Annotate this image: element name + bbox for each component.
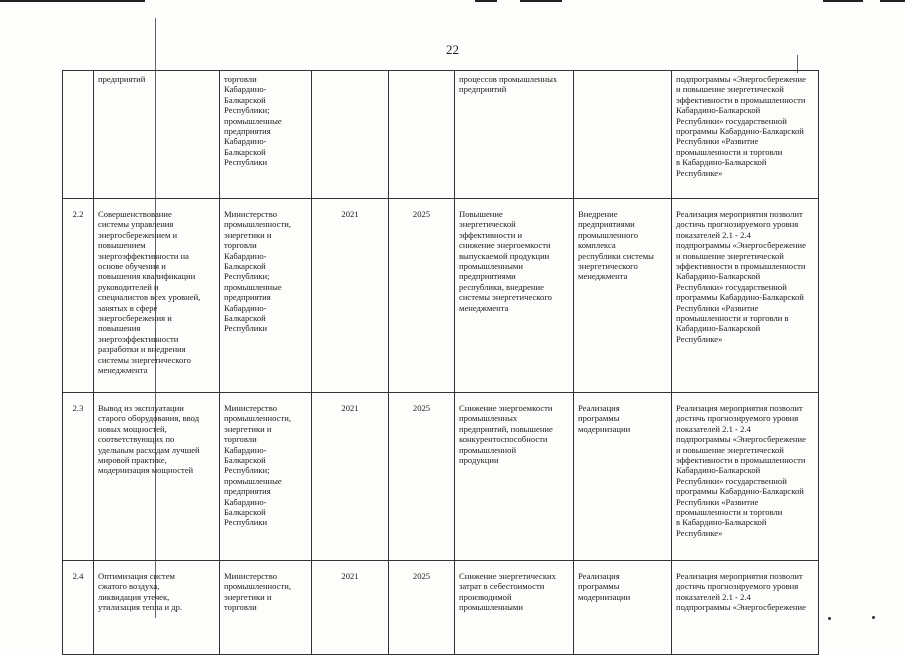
cell-line: промышленного: [578, 229, 639, 240]
cell-line: руководителей и: [98, 281, 159, 292]
cell-text: [578, 209, 667, 282]
cell-line: и повышение энергетической: [676, 84, 784, 95]
scan-mark-top-mid2: [520, 0, 562, 2]
start-year-cell: 2021: [312, 199, 389, 393]
cell-line: Республики «Развитие: [676, 302, 759, 313]
indicator-relation-cell: [672, 561, 819, 655]
cell-line: предприятия: [224, 486, 271, 497]
expected-result-cell: [455, 393, 574, 561]
cell-line: программы Кабардино-Балкарской: [676, 292, 804, 303]
cell-line: эффективности и: [459, 229, 523, 240]
cell-line: промышленные: [224, 281, 282, 292]
cell-line: Республики «Развитие: [676, 136, 759, 147]
end-year-cell: 2025: [389, 393, 455, 561]
scan-mark-top-right2: [880, 0, 905, 2]
cell-line: промышленными: [459, 261, 523, 272]
cell-text: [578, 403, 667, 434]
cell-line: достичь прогнозируемого уровня: [676, 219, 799, 230]
cell-line: предприятия: [224, 292, 271, 303]
cell-line: Совершенствование: [98, 209, 172, 219]
cell-line: предприятий, повышение: [459, 423, 553, 434]
cell-line: модернизации: [578, 423, 631, 434]
cell-line: Реализация мероприятия позволит: [676, 403, 803, 413]
cell-text: [224, 74, 307, 168]
cell-line: Балкарской: [224, 507, 266, 518]
consequence-cell: [574, 561, 672, 655]
cell-text: [224, 403, 307, 528]
cell-line: Реализация мероприятия позволит: [676, 209, 803, 219]
cell-line: предприятиями: [459, 271, 516, 282]
cell-line: Кабардино-Балкарской: [676, 105, 761, 116]
cell-line: системы энергетического: [459, 292, 552, 303]
end-year-cell: [389, 71, 455, 199]
cell-line: модернизации: [578, 591, 631, 602]
cell-text: [98, 74, 215, 84]
cell-line: энергетического: [578, 261, 638, 272]
cell-line: занятых в сфере: [98, 302, 158, 313]
cell-text: [224, 571, 307, 613]
cell-line: Реализация мероприятия позволит: [676, 571, 803, 581]
cell-line: Республики» государственной: [676, 281, 787, 292]
cell-line: программы Кабардино-Балкарской: [676, 126, 804, 137]
cell-line: в Кабардино-Балкарской: [676, 517, 767, 528]
scan-dot-2: [872, 616, 875, 619]
cell-line: промышленные: [224, 115, 282, 126]
cell-line: промышленности,: [224, 219, 291, 230]
cell-line: Республики;: [224, 465, 270, 476]
cell-line: промышленности и торговли: [676, 146, 783, 157]
cell-line: затрат в себестоимости: [459, 581, 545, 592]
cell-line: энергетики и: [224, 423, 272, 434]
expected-result-cell: [455, 71, 574, 199]
expected-result-cell: [455, 561, 574, 655]
cell-line: и повышение энергетической: [676, 444, 784, 455]
cell-line: менеджмента: [459, 302, 509, 313]
cell-line: модернизация мощностей: [98, 465, 194, 476]
start-year-cell: [312, 71, 389, 199]
cell-line: энергосбережения и: [98, 313, 172, 324]
cell-text: [224, 209, 307, 334]
end-year-cell: 2025: [389, 561, 455, 655]
cell-line: энергоэффективности на: [98, 250, 189, 261]
cell-line: менеджмента: [578, 271, 628, 282]
cell-line: Республики: [224, 517, 268, 528]
cell-line: Кабардино-: [224, 302, 267, 313]
cell-line: утилизация тепла и др.: [98, 602, 183, 613]
cell-line: Республики;: [224, 105, 270, 116]
cell-line: республики системы: [578, 250, 654, 261]
cell-line: старого оборудования, ввод: [98, 413, 200, 424]
cell-line: Повышение: [459, 209, 503, 219]
cell-line: производимой: [459, 591, 512, 602]
executor-cell: [220, 71, 312, 199]
cell-line: программы: [578, 581, 620, 592]
cell-line: промышленные: [224, 475, 282, 486]
cell-line: показателей 2.1 - 2.4: [676, 229, 751, 240]
executor-cell: [220, 199, 312, 393]
table-row: [63, 199, 819, 393]
indicator-relation-cell: [672, 199, 819, 393]
cell-text: [98, 571, 215, 613]
cell-line: промышленности,: [224, 413, 291, 424]
cell-line: продукции: [459, 455, 499, 466]
cell-line: снижение энергоемкости: [459, 240, 551, 251]
cell-line: специалистов всех уровней,: [98, 292, 201, 303]
activities-table: [62, 70, 819, 655]
cell-line: промышленных: [459, 413, 518, 424]
cell-line: достичь прогнозируемого уровня: [676, 413, 799, 424]
cell-line: Республике»: [676, 333, 723, 344]
cell-line: промышленной: [459, 444, 517, 455]
cell-line: конкурентоспособности: [459, 434, 548, 445]
cell-line: Кабардино-: [224, 84, 267, 95]
cell-line: энергетики и: [224, 229, 272, 240]
cell-line: разработки и внедрения: [98, 344, 186, 355]
cell-line: энергоэффективности: [98, 333, 179, 344]
cell-line: Кабардино-: [224, 136, 267, 147]
cell-line: предприятия: [224, 126, 271, 137]
cell-line: процессов промышленных: [459, 74, 558, 84]
cell-line: мировой практике,: [98, 455, 167, 466]
cell-line: торговли: [224, 602, 257, 613]
cell-line: Республике»: [676, 527, 723, 538]
executor-cell: [220, 561, 312, 655]
cell-line: республики, внедрение: [459, 281, 544, 292]
cell-line: подпрограммы «Энергосбережение: [676, 434, 806, 445]
activity-name-cell: [94, 561, 220, 655]
cell-text: [459, 74, 569, 95]
cell-line: показателей 2.1 - 2.4: [676, 423, 751, 434]
cell-line: эффективности в промышленности: [676, 455, 806, 466]
cell-line: и повышение энергетической: [676, 250, 784, 261]
cell-line: Республики: [224, 157, 268, 168]
cell-line: промышленности и торговли в: [676, 313, 789, 324]
start-year-cell: 2021: [312, 393, 389, 561]
cell-line: сжатого воздуха,: [98, 581, 160, 592]
cell-line: показателей 2.1 - 2.4: [676, 591, 751, 602]
cell-line: повышения: [98, 323, 141, 334]
start-year-cell: 2021: [312, 561, 389, 655]
cell-line: торговли: [224, 240, 257, 251]
scan-mark-top-left: [0, 0, 145, 2]
end-year-cell: 2025: [389, 199, 455, 393]
scan-mark-top-mid: [475, 0, 497, 2]
cell-line: Кабардино-: [224, 496, 267, 507]
cell-line: системы энергетического: [98, 354, 191, 365]
cell-line: в Кабардино-Балкарской: [676, 157, 767, 168]
page-number: 22: [446, 42, 459, 57]
cell-line: комплекса: [578, 240, 616, 251]
cell-line: удельным расходам лучшей: [98, 444, 200, 455]
cell-text: [98, 403, 215, 476]
cell-line: Кабардино-: [224, 444, 267, 455]
cell-line: достичь прогнозируемого уровня: [676, 581, 799, 592]
cell-line: Республики» государственной: [676, 475, 787, 486]
cell-line: торговли: [224, 74, 257, 84]
cell-text: [459, 571, 569, 613]
cell-line: подпрограммы «Энергосбережение: [676, 240, 806, 251]
consequence-cell: [574, 71, 672, 199]
activity-name-cell: [94, 199, 220, 393]
cell-line: Внедрение: [578, 209, 618, 219]
cell-line: промышленности и торговли: [676, 507, 783, 518]
cell-line: энергетической: [459, 219, 516, 230]
cell-line: основе обучения и: [98, 261, 166, 272]
indicator-relation-cell: [672, 393, 819, 561]
cell-line: Вывод из эксплуатации: [98, 403, 184, 413]
consequence-cell: [574, 199, 672, 393]
cell-line: Республики «Развитие: [676, 496, 759, 507]
cell-line: Балкарской: [224, 313, 266, 324]
row-number-cell: 2.2: [63, 199, 94, 393]
cell-line: выпускаемой продукции: [459, 250, 550, 261]
cell-text: [459, 403, 569, 465]
cell-line: энергетики и: [224, 591, 272, 602]
cell-line: Снижение энергетических: [459, 571, 556, 581]
cell-line: повышения квалификации: [98, 271, 196, 282]
cell-line: Балкарской: [224, 146, 266, 157]
cell-line: повышением: [98, 240, 146, 251]
cell-line: Кабардино-Балкарской: [676, 323, 761, 334]
cell-line: предприятий: [459, 84, 507, 95]
table-row: [63, 561, 819, 655]
row-number-cell: 2.3: [63, 393, 94, 561]
cell-text: [98, 209, 215, 376]
cell-line: предприятий: [98, 74, 146, 84]
consequence-cell: [574, 393, 672, 561]
cell-line: Балкарской: [224, 455, 266, 466]
table-row: [63, 71, 819, 199]
cell-line: Министерство: [224, 209, 277, 219]
cell-text: [676, 403, 814, 538]
cell-line: соответствующих по: [98, 434, 175, 445]
cell-text: [676, 74, 814, 178]
scan-dot-1: [828, 617, 831, 620]
cell-line: эффективности в промышленности: [676, 94, 806, 105]
cell-line: Республики» государственной: [676, 115, 787, 126]
cell-line: Кабардино-Балкарской: [676, 465, 761, 476]
row-number-cell: 2.4: [63, 561, 94, 655]
cell-line: предприятиями: [578, 219, 635, 230]
row-number-cell: [63, 71, 94, 199]
activity-name-cell: [94, 393, 220, 561]
cell-text: [578, 571, 667, 602]
indicator-relation-cell: [672, 71, 819, 199]
cell-line: промышленности,: [224, 581, 291, 592]
cell-line: Республики;: [224, 271, 270, 282]
cell-line: промышленными: [459, 602, 523, 613]
cell-line: Снижение энергоемкости: [459, 403, 553, 413]
cell-line: торговли: [224, 434, 257, 445]
scan-mark-top-right: [823, 0, 863, 2]
cell-line: программы: [578, 413, 620, 424]
cell-line: подпрограммы «Энергосбережение: [676, 602, 806, 613]
cell-line: Реализация: [578, 403, 620, 413]
cell-line: Министерство: [224, 571, 277, 581]
cell-text: [676, 571, 814, 613]
cell-line: энергосбережением и: [98, 229, 178, 240]
cell-line: Балкарской: [224, 261, 266, 272]
cell-text: [676, 209, 814, 344]
table-row: [63, 393, 819, 561]
executor-cell: [220, 393, 312, 561]
cell-line: Министерство: [224, 403, 277, 413]
cell-line: подпрограммы «Энергосбережение: [676, 74, 806, 84]
cell-line: эффективности в промышленности: [676, 261, 806, 272]
cell-line: менеджмента: [98, 365, 148, 376]
expected-result-cell: [455, 199, 574, 393]
cell-line: Балкарской: [224, 94, 266, 105]
cell-line: ликвидация утечек,: [98, 591, 170, 602]
cell-line: Кабардино-: [224, 250, 267, 261]
cell-line: Республики: [224, 323, 268, 334]
cell-text: [459, 209, 569, 313]
table-body: [63, 71, 819, 655]
cell-line: Республике»: [676, 167, 723, 178]
cell-line: Оптимизация систем: [98, 571, 175, 581]
activity-name-cell: [94, 71, 220, 199]
cell-line: системы управления: [98, 219, 174, 230]
cell-line: Реализация: [578, 571, 620, 581]
cell-line: программы Кабардино-Балкарской: [676, 486, 804, 497]
cell-line: новых мощностей,: [98, 423, 167, 434]
cell-line: Кабардино-Балкарской: [676, 271, 761, 282]
